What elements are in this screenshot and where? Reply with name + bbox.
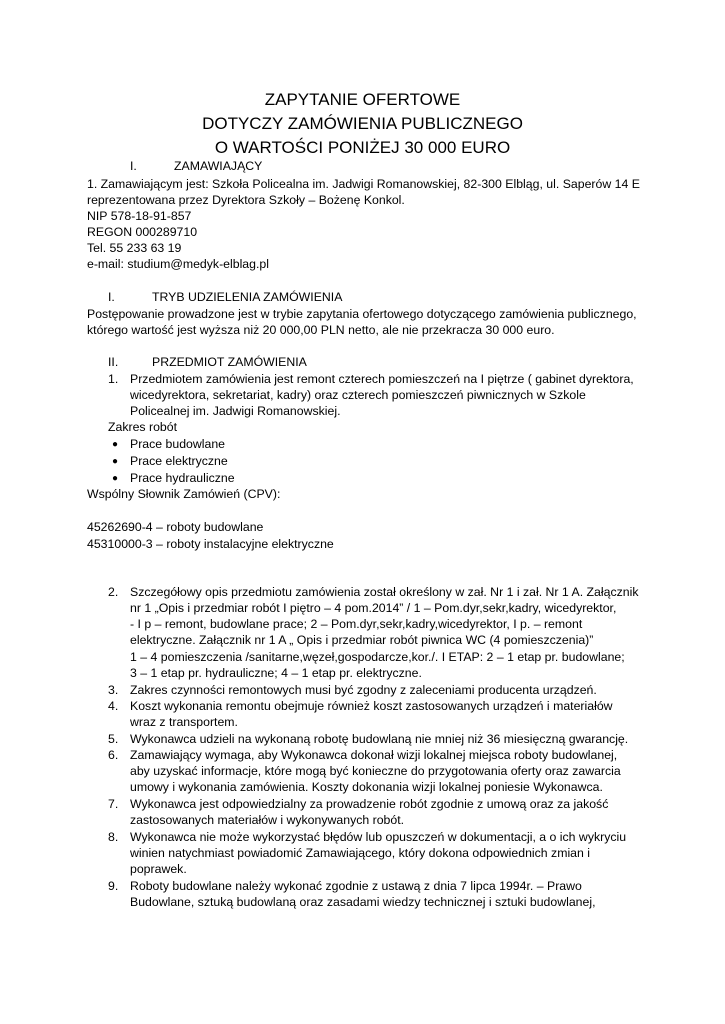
cpv-code: 45262690-4 – roboty budowlane (87, 520, 264, 534)
list-item-line: elektryczne. Załącznik nr 1 A „ Opis i przedmiar robót piwnica WC (4 pomieszczenia)” (130, 633, 594, 647)
zamawiajacy-line: 1. Zamawiającym jest: Szkoła Policealna im. Jadwigi Romanowskiej, 82-300 Elbląg, ul. Saperów 14 E (87, 177, 640, 191)
zamawiajacy-line: Tel. 55 233 63 19 (87, 241, 182, 255)
list-item-line: wicedyrektora, sekretariat, kadry) oraz czterech pomieszczeń piwnicznych w Szkole (130, 388, 586, 402)
contact-email: e-mail: studium@medyk-elblag.pl (87, 257, 269, 271)
list-item-line: wraz z transportem. (130, 715, 238, 729)
list-item-line: - I p – remont, budowlane prace; 2 – Pom.dyr,sekr,kadry,wicedyrektor, I p. – remont (130, 617, 583, 631)
bullet-icon: ● (112, 473, 119, 484)
list-item-line: Koszt wykonania remontu obejmuje również koszt zastosowanych urządzeń i materiałów (130, 699, 613, 713)
bullet-icon: ● (112, 439, 119, 450)
list-number: 4. (108, 699, 119, 713)
list-item-line: Wykonawca nie może wykorzystać błędów lub opuszczeń w dokumentacji, a o ich wykryciu (130, 830, 627, 844)
list-item-line: Wykonawca jest odpowiedzialny za prowadzenie robót zgodnie z umową oraz za jakość (130, 797, 609, 811)
list-number: 8. (108, 830, 119, 844)
list-number: 1. (108, 372, 119, 386)
list-number: 2. (108, 585, 119, 599)
section-number: I. (108, 290, 115, 304)
title-line-3: O WARTOŚCI PONIŻEJ 30 000 EURO (214, 138, 511, 157)
list-number: 7. (108, 797, 119, 811)
list-item-line: nr 1 „Opis i przedmiar robót I piętro – 4 pom.2014” / 1 – Pom.dyr,sekr,kadry, wicedyrektor, (130, 601, 617, 615)
list-item-line: Roboty budowlane należy wykonać zgodnie z ustawą z dnia 7 lipca 1994r. – Prawo (130, 879, 582, 893)
zamawiajacy-line: REGON 000289710 (87, 225, 198, 239)
section-number: I. (130, 159, 137, 173)
list-item-line: Szczegółowy opis przedmiotu zamówienia został określony w zał. Nr 1 i zał. Nr 1 A. Załącznik (130, 585, 639, 599)
list-item-line: zastosowanych materiałów i wykonywanych robót. (130, 813, 405, 827)
list-number: 5. (108, 732, 119, 746)
list-item-line: Budowlane, sztuką budowlaną oraz zasadami wiedzy technicznej i sztuki budowlanej, (130, 895, 596, 909)
list-item-line: winien natychmiast powiadomić Zamawiającego, który dokona odpowiednich zmian i (130, 846, 590, 860)
section-heading-zamawiajacy: ZAMAWIAJĄCY (174, 159, 263, 173)
list-item-line: 1 – 4 pomieszczenia /sanitarne,węzeł,gospodarcze,kor./. I ETAP: 2 – 1 etap pr. budowlane; (130, 650, 625, 664)
cpv-code: 45310000-3 – roboty instalacyjne elektryczne (87, 537, 334, 551)
list-item-line: aby uzyskać informacje, które mogą być konieczne do przygotowania oferty oraz zawarcia (130, 764, 621, 778)
list-item-line: umowy i wykonania zamówienia. Koszty dokonania wizji lokalnej poniesie Wykonawca. (130, 780, 603, 794)
zamawiajacy-line: reprezentowana przez Dyrektora Szkoły – Bożenę Konkol. (87, 193, 405, 207)
list-number: 3. (108, 683, 119, 697)
list-number: 6. (108, 748, 119, 762)
tryb-line: którego wartość jest wyższa niż 20 000,00 PLN netto, ale nie przekracza 30 000 euro. (87, 323, 555, 337)
list-item-line: 3 – 1 etap pr. hydrauliczne; 4 – 1 etap pr. elektryczne. (130, 666, 422, 680)
bullet-item: Prace budowlane (130, 437, 226, 451)
bullet-item: Prace elektryczne (130, 454, 228, 468)
title-line-2: DOTYCZY ZAMÓWIENIA PUBLICZNEGO (202, 114, 523, 133)
bullet-item: Prace hydrauliczne (130, 471, 235, 485)
bullet-icon: ● (112, 456, 119, 467)
title-line-1: ZAPYTANIE OFERTOWE (264, 90, 461, 109)
list-item-line: Policealnej im. Jadwigi Romanowskiej. (130, 404, 341, 418)
list-item-line: Przedmiotem zamówienia jest remont czterech pomieszczeń na I piętrze ( gabinet dyrektora, (130, 372, 634, 386)
zakres-label: Zakres robót (108, 420, 178, 434)
cpv-label: Wspólny Słownik Zamówień (CPV): (87, 487, 281, 501)
zamawiajacy-line: NIP 578-18-91-857 (87, 209, 192, 223)
section-heading-przedmiot: PRZEDMIOT ZAMÓWIENIA (152, 355, 307, 369)
list-number: 9. (108, 879, 119, 893)
tryb-line: Postępowanie prowadzone jest w trybie zapytania ofertowego dotyczącego zamówienia publicznego, (87, 307, 637, 321)
list-item-line: Wykonawca udzieli na wykonaną robotę budowlaną nie mniej niż 36 miesięczną gwarancję. (130, 732, 629, 746)
section-heading-tryb: TRYB UDZIELENIA ZAMÓWIENIA (152, 290, 343, 304)
list-item-line: Zamawiający wymaga, aby Wykonawca dokonał wizji lokalnej miejsca roboty budowlanej, (130, 748, 618, 762)
list-item-line: Zakres czynności remontowych musi być zgodny z zaleceniami producenta urządzeń. (130, 683, 597, 697)
list-item-line: poprawek. (130, 862, 187, 876)
section-number: II. (108, 355, 119, 369)
